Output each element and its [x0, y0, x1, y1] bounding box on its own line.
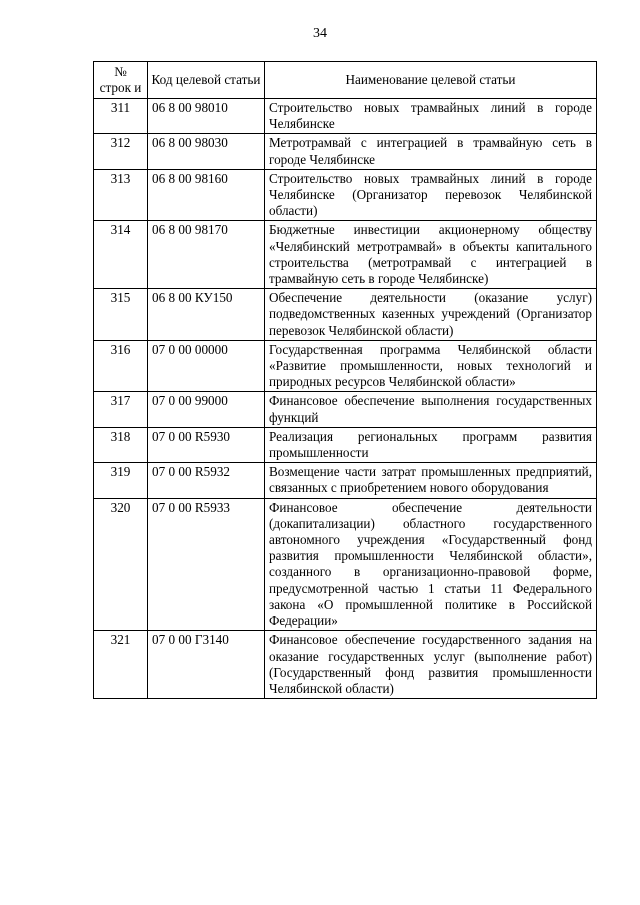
- target-name-cell: Метротрамвай с интеграцией в трамвайную сеть в городе Челябинске: [265, 134, 597, 169]
- target-code-cell: 06 8 00 98170: [148, 221, 265, 289]
- target-code-cell: 07 0 00 R5930: [148, 427, 265, 462]
- target-name-cell: Государственная программа Челябинской области «Развитие промышленности, новых технологий и природных ресурсов Челябинской области»: [265, 340, 597, 392]
- budget-items-table: [93, 61, 597, 699]
- target-code-cell: 06 8 00 98030: [148, 134, 265, 169]
- target-name-cell: Возмещение части затрат промышленных предприятий, связанных с приобретением нового оборудования: [265, 463, 597, 498]
- header-target-code: Код целевой статьи: [148, 62, 265, 99]
- table-row: [94, 427, 597, 462]
- target-name-cell: Реализация региональных программ развития промышленности: [265, 427, 597, 462]
- target-code-cell: 07 0 00 R5933: [148, 498, 265, 631]
- row-number-cell: 314: [94, 221, 148, 289]
- table-row: [94, 289, 597, 341]
- table-row: [94, 169, 597, 221]
- row-number-cell: 316: [94, 340, 148, 392]
- row-number-cell: 321: [94, 631, 148, 699]
- target-code-cell: 06 8 00 98010: [148, 99, 265, 134]
- target-name-cell: Финансовое обеспечение деятельности (докапитализации) областного государственного автономного учреждения «Государственный фонд развития промышленности Челябинской области», созданного в организационно-правовой форме, предусмотренной частью 1 статьи 11 Федерального закона «О промышленной политике в Российской Федерации»: [265, 498, 597, 631]
- table-row: [94, 134, 597, 169]
- table-row: [94, 340, 597, 392]
- table-header-row: [94, 62, 597, 99]
- table-row: [94, 631, 597, 699]
- row-number-cell: 318: [94, 427, 148, 462]
- row-number-cell: 319: [94, 463, 148, 498]
- header-target-name: Наименование целевой статьи: [265, 62, 597, 99]
- target-name-cell: Обеспечение деятельности (оказание услуг) подведомственных казенных учреждений (Организатор перевозок Челябинской области): [265, 289, 597, 341]
- header-row-number: № строк и: [94, 62, 148, 99]
- target-code-cell: 07 0 00 99000: [148, 392, 265, 427]
- table-row: [94, 221, 597, 289]
- target-code-cell: 06 8 00 КУ150: [148, 289, 265, 341]
- target-code-cell: 07 0 00 00000: [148, 340, 265, 392]
- target-name-cell: Финансовое обеспечение государственного задания на оказание государственных услуг (выполнение работ) (Государственный фонд развития промышленности Челябинской области): [265, 631, 597, 699]
- page-number: 34: [313, 26, 327, 41]
- target-name-cell: Финансовое обеспечение выполнения государственных функций: [265, 392, 597, 427]
- row-number-cell: 320: [94, 498, 148, 631]
- row-number-cell: 311: [94, 99, 148, 134]
- target-code-cell: 07 0 00 Г3140: [148, 631, 265, 699]
- table-row: [94, 463, 597, 498]
- row-number-cell: 315: [94, 289, 148, 341]
- target-code-cell: 07 0 00 R5932: [148, 463, 265, 498]
- table-row: [94, 392, 597, 427]
- table-row: [94, 498, 597, 631]
- row-number-cell: 317: [94, 392, 148, 427]
- target-code-cell: 06 8 00 98160: [148, 169, 265, 221]
- table-body: [94, 99, 597, 699]
- target-name-cell: Строительство новых трамвайных линий в городе Челябинске (Организатор перевозок Челябинской области): [265, 169, 597, 221]
- target-name-cell: Строительство новых трамвайных линий в городе Челябинске: [265, 99, 597, 134]
- row-number-cell: 313: [94, 169, 148, 221]
- row-number-cell: 312: [94, 134, 148, 169]
- target-name-cell: Бюджетные инвестиции акционерному обществу «Челябинский метротрамвай» в объекты капитального строительства (метротрамвай с интеграцией в трамвайную сеть в городе Челябинске): [265, 221, 597, 289]
- table-row: [94, 99, 597, 134]
